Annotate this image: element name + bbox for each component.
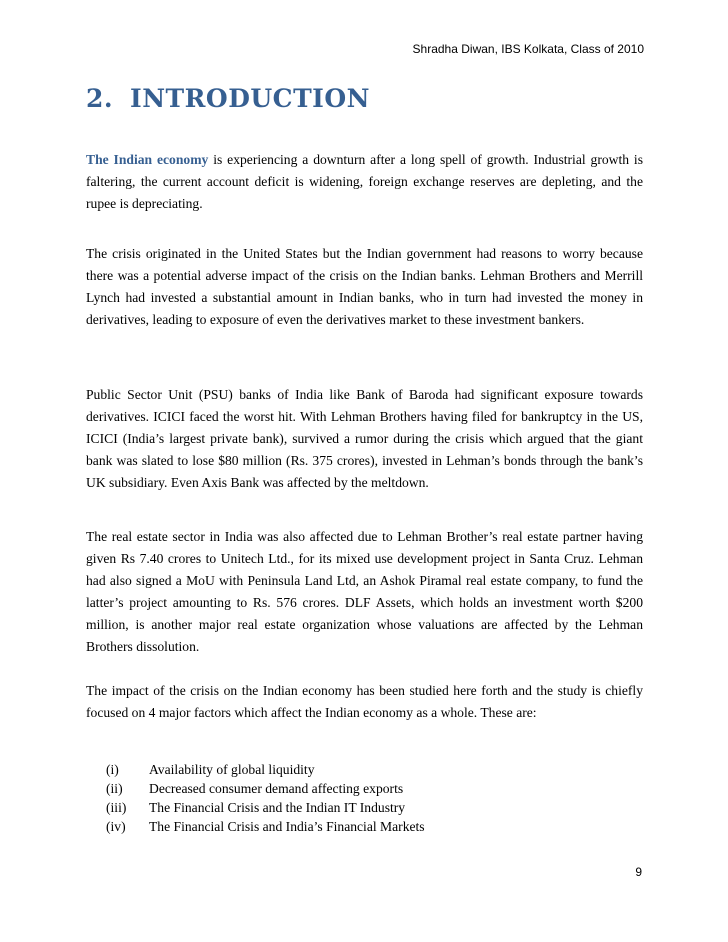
list-marker: (ii): [106, 781, 123, 796]
paragraph-study-scope: The impact of the crisis on the Indian economy has been studied here forth and the study is chiefly focused on 4 major factors which affect the Indian economy as a whole. These are:: [86, 683, 643, 720]
section-title: INTRODUCTION: [130, 84, 371, 113]
section-heading: [86, 84, 370, 113]
list-marker: (iv): [106, 819, 126, 834]
paragraph-intro-text: is experiencing a downturn after a long spell of growth. Industrial growth is faltering, the current account deficit is widening, foreign exchange reserves are depleting, and the rupee is depreciating.: [86, 152, 643, 211]
paragraph-psu-banks: Public Sector Unit (PSU) banks of India like Bank of Baroda had significant exposure towards derivatives. ICICI faced the worst hit. With Lehman Brothers having filed for bankruptcy in the US, ICICI (India’s largest private bank), survived a rumor during the crisis which argued that the giant bank was slated to lose $80 million (Rs. 375 crores), invested in Lehman’s bonds through the bank’s UK subsidiary. Even Axis Bank was affected by the meltdown.: [86, 387, 643, 490]
factors-list: [106, 760, 425, 836]
list-marker: (iii): [106, 800, 127, 815]
list-item: [106, 779, 425, 798]
list-item-text: The Financial Crisis and India’s Financial Markets: [149, 819, 425, 834]
paragraph-intro: [86, 149, 643, 215]
section-number: 2.: [86, 84, 114, 113]
list-item: [106, 817, 425, 836]
list-item-text: Decreased consumer demand affecting exports: [149, 781, 404, 796]
list-item: [106, 798, 425, 817]
paragraph-real-estate: The real estate sector in India was also affected due to Lehman Brother’s real estate partner having given Rs 7.40 crores to Unitech Ltd., for its mixed use development project in Santa Cruz. Lehman had also signed a MoU with Peninsula Land Ltd, an Ashok Piramal real estate company, to fund the latter’s project amounting to Rs. 576 crores. DLF Assets, which holds an investment worth $200 million, is another major real estate organization whose valuations are affected by the Lehman Brothers dissolution.: [86, 529, 643, 654]
running-header: Shradha Diwan, IBS Kolkata, Class of 2010: [412, 42, 644, 56]
paragraph-crisis-origin: The crisis originated in the United States but the Indian government had reasons to worry because there was a potential adverse impact of the crisis on the Indian banks. Lehman Brothers and Merrill Lynch had invested a substantial amount in Indian banks, who in turn had invested the money in derivatives, leading to exposure of even the derivatives market to these investment bankers.: [86, 246, 643, 327]
paragraph-lead-phrase: The Indian economy: [86, 152, 209, 167]
list-item: [106, 760, 425, 779]
page-number: 9: [635, 865, 642, 879]
list-marker: (i): [106, 762, 119, 777]
list-item-text: Availability of global liquidity: [149, 762, 315, 777]
list-item-text: The Financial Crisis and the Indian IT Industry: [149, 800, 406, 815]
